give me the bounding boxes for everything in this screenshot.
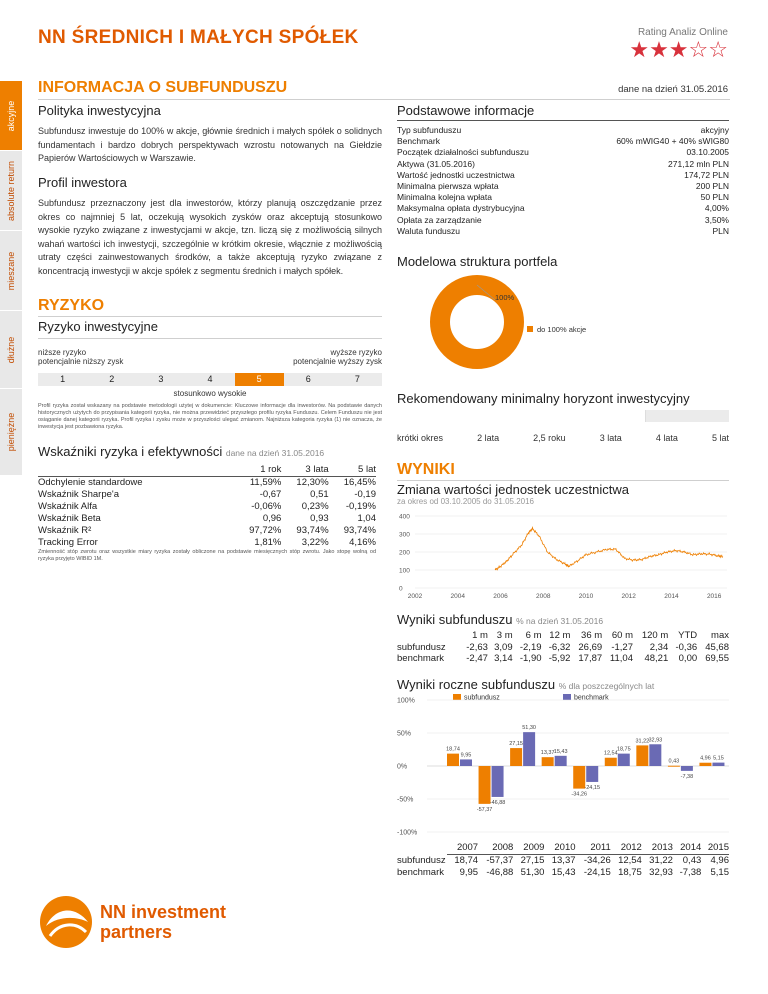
annual-bar-subfundusz [636,745,648,766]
annual-legend-label: subfundusz [464,694,500,702]
sidebar-tab-pieniezne[interactable]: pieniężne [0,388,22,475]
annual-row-label: subfundusz [397,854,446,866]
annual-value: -34,26 [583,855,611,866]
sidebar-tab-mieszane[interactable]: mieszane [0,230,22,310]
annual-bar-subfundusz [510,748,522,766]
annual-value: -57,37 [486,855,514,866]
annual-year-header: 2011 [576,842,611,855]
metrics-value: 3,22% [301,537,329,548]
nav-y-tick: 300 [399,531,410,539]
info-value: akcyjny [700,125,729,135]
annual-bar-label: -46,88 [489,799,506,806]
info-label: Benchmark [397,136,440,147]
risk-level-5: 5 [235,373,284,386]
horizon-label: 5 lat [711,433,729,443]
sub-heading-row [397,612,603,627]
metrics-label: Wskaźnik R² [38,525,92,536]
info-value: 174,72 PLN [684,169,729,180]
metrics-date: dane na dzień 31.05.2016 [225,448,325,458]
star-empty-icon: ☆ [708,37,728,62]
sidebar-tab-akcyjne[interactable]: akcyjne [0,80,22,150]
risk-level-6: 6 [305,374,311,384]
nav-heading: Zmiana wartości jednostek uczestnictwa [397,482,629,497]
annual-bar-label: 51,30 [522,725,536,732]
investor-heading: Profil inwestora [38,175,127,190]
annual-bar-label: 18,75 [616,746,631,753]
metrics-label: Odchylenie standardowe [38,477,234,490]
horizon-label: 2,5 roku [533,433,566,443]
info-row [397,125,729,136]
annual-value: 31,22 [649,855,673,866]
annual-year-header: 2007 [447,842,478,855]
info-value: PLN [712,225,729,236]
nav-y-tick: 200 [399,549,410,557]
annual-bar-subfundusz [479,766,491,804]
risk-level-desc: stosunkowo wysokie [173,389,247,398]
nav-x-tick: 2004 [450,593,465,600]
annual-bar-label: -24,15 [584,784,601,791]
sub-col-header: max [711,630,729,641]
sub-row [397,642,729,654]
info-row [397,215,729,226]
info-label: Waluta funduszu [397,225,460,236]
nav-y-tick: 400 [399,513,410,521]
metrics-table [38,464,376,549]
sub-value: 2,34 [649,641,669,653]
sub-value: -2,47 [466,653,488,664]
nav-x-tick: 2006 [493,593,508,600]
annual-y-tick: 100% [397,697,415,705]
metrics-col-header: 3 lata [305,464,329,475]
metrics-value: 0,51 [310,489,329,500]
annual-bar-label: 5,15 [713,755,724,762]
metrics-row [38,525,376,537]
info-value: 50 PLN [700,192,729,203]
horizon-labels [397,433,729,443]
info-label: Minimalna pierwsza wpłata [397,181,499,192]
sub-col-header: 3 m [496,630,513,641]
sub-value: 48,21 [644,653,669,664]
metrics-row [38,501,376,513]
annual-y-tick: 0% [397,763,408,771]
metrics-label: Wskaźnik Beta [38,513,101,524]
metrics-col-header: 5 lat [358,464,376,475]
risk-level-2: 2 [109,374,115,384]
metrics-row [38,489,376,501]
metrics-col-header: 1 rok [260,464,282,475]
annual-value: -7,38 [679,867,702,878]
annual-value: -24,15 [583,867,611,878]
section-title-info: INFORMACJA O SUBFUNDUSZU [38,79,288,96]
annual-bar-label: 31,22 [635,738,650,745]
metrics-heading-row [38,444,324,459]
annual-value: 5,15 [710,867,729,878]
horizon-label: 3 lata [599,433,622,443]
star-filled-icon: ★ [629,37,650,62]
sub-value: 17,87 [578,653,603,664]
sub-row-label: benchmark [397,653,444,664]
metrics-value: -0,19% [345,501,376,512]
sub-value: 69,55 [705,653,729,664]
risk-note: Profil ryzyka został wskazany na podstawie metodologii użytej w dokumencie: Kluczowe informacje dla inwestorów. Na podstawie danych historycznych użytych do przypisania kategorii ryzyka, nie można przewidzieć przyszłego profilu ryzyka Funduszu. Celem Funduszu nie jest osiąganie danej kategorii ryzyka. Profil ryzyka i zysku może w przyszłości ulegać zmianom. Najniższa kategoria ryzyka (1) nie oznacza, że inwestycja jest pozbawiona ryzyka. [38,403,382,430]
info-value: 3,50% [704,214,729,225]
info-label: Początek działalności subfunduszu [397,147,529,158]
basic-info-table [397,125,729,237]
metrics-row [38,537,376,549]
nn-logo-icon [36,892,96,952]
nav-y-tick: 100 [399,567,410,575]
star-filled-icon: ★ [649,37,669,62]
sidebar-tab-dluzne[interactable]: dłużne [0,310,22,388]
nav-period: za okres od 03.10.2005 do 31.05.2016 [397,497,534,506]
logo-text: NN investment partners [100,902,227,942]
risk-high-label: wyższe ryzyko potencjalnie wyższy zysk [293,348,382,366]
nav-chart [397,508,732,608]
annual-bar-label: 13,37 [540,750,555,757]
risk-level-3: 3 [158,374,164,384]
sub-date: % na dzień 31.05.2016 [516,616,604,626]
annual-heading-row [397,677,654,692]
metrics-row [38,477,376,490]
metrics-value: 1,04 [357,513,376,524]
annual-bar-benchmark [681,766,693,771]
sub-col-header: YTD [678,630,698,641]
sub-value: 45,68 [705,641,729,653]
annual-row [397,855,729,868]
metrics-value: -0,19 [354,489,376,500]
annual-value: 9,95 [459,867,479,878]
annual-value: 4,96 [710,855,729,866]
metrics-value: -0,06% [251,501,282,512]
sub-value: -1,27 [611,641,633,653]
annual-value: 18,75 [618,867,642,878]
annual-year-header: 2010 [544,842,575,855]
info-row [397,181,729,192]
annual-chart [397,694,732,840]
metrics-footnote: Zmienność stóp zwrotu oraz wszystkie miary ryzyka zostały obliczone na podstawie miesięcznych stóp zwrotu. Jako stopę wolną od ryzyka przyjęto WIBID 1M. [38,549,376,562]
annual-bar-benchmark [523,732,535,766]
horizon-label: 2 lata [477,433,500,443]
annual-bar-label: -7,38 [680,773,694,780]
info-label: Minimalna kolejna wpłata [397,192,492,203]
annual-value: -46,88 [486,867,514,878]
annual-y-tick: -50% [397,796,414,804]
risk-heading: Ryzyko inwestycyjne [38,319,158,334]
horizon-label: krótki okres [397,433,444,443]
risk-low-label: niższe ryzyko potencjalnie niższy zysk [38,348,124,366]
sub-value: -0,36 [675,641,698,653]
policy-heading: Polityka inwestycyjna [38,103,161,118]
sub-results-table [397,630,729,665]
annual-bar-subfundusz [699,763,711,766]
sub-col-header: 36 m [581,630,603,641]
nav-x-tick: 2016 [706,593,722,600]
annual-y-tick: -100% [397,829,418,837]
annual-row [397,867,729,879]
sub-value: 3,09 [494,641,513,653]
info-value: 271,12 mln PLN [668,158,729,169]
sub-value: -1,90 [519,653,542,664]
annual-bar-label: -34,26 [571,791,588,798]
portfolio-heading: Modelowa struktura portfela [397,254,558,269]
sub-value: -2,19 [519,641,542,653]
nav-x-tick: 2008 [535,593,551,600]
metrics-value: 0,96 [262,513,282,524]
risk-level-1: 1 [60,374,66,384]
horizon-bar [397,410,729,422]
annual-bar-label: 9,95 [460,752,472,759]
annual-heading: Wyniki roczne subfunduszu [397,677,556,692]
horizon-heading: Rekomendowany minimalny horyzont inwestycyjny [397,391,690,406]
metrics-label: Wskaźnik Sharpe'a [38,489,120,500]
info-row [397,159,729,170]
sub-heading: Wyniki subfunduszu [397,612,513,627]
sub-value: 26,69 [578,641,603,653]
annual-results-table [397,842,729,879]
nav-y-tick: 0 [399,585,403,593]
info-value: 60% mWIG40 + 40% sWIG80 [616,136,729,147]
info-row [397,147,729,158]
annual-year-header: 2014 [673,842,701,855]
sub-col-header: 6 m [525,630,542,641]
nav-x-tick: 2010 [578,593,594,600]
annual-year-header: 2009 [513,842,544,855]
annual-legend-label: benchmark [574,694,609,702]
sub-row [397,653,729,665]
sub-col-header: 1 m [472,630,488,641]
annual-bar-label: 27,15 [509,741,523,748]
info-label: Opłata za zarządzanie [397,214,482,225]
metrics-value: -0,67 [259,489,282,500]
annual-legend-swatch [563,694,571,700]
annual-bar-benchmark [618,754,630,766]
metrics-value: 93,74% [296,525,329,536]
policy-text: Subfundusz inwestuje do 100% w akcje, głównie średnich i małych spółek o solidnych fundamentach i bardzo dobrych perspektywach wzrostu notowanych na Giełdzie Papierów Wartościowych w Warszawie. [38,126,382,163]
annual-y-tick: 50% [397,730,412,738]
info-label: Aktywa (31.05.2016) [397,158,475,169]
annual-value: 13,37 [551,855,576,866]
category-sidebar [0,80,22,475]
sub-value: -5,92 [548,653,571,664]
rating-label: Rating Analiz Online [637,27,728,38]
basic-info-heading: Podstawowe informacje [397,103,535,118]
sub-value: 11,04 [609,653,633,664]
info-row [397,192,729,203]
info-row [397,136,729,147]
annual-note: % dla poszczególnych lat [558,681,655,691]
results-title: WYNIKI [397,461,455,478]
nav-x-tick: 2012 [621,593,636,600]
annual-bar-label: 15,43 [553,748,568,755]
sub-value: 0,00 [678,653,698,664]
metrics-value: 12,30% [281,477,328,490]
risk-level-7: 7 [354,374,360,384]
info-value: 03.10.2005 [686,147,729,158]
annual-row-label: benchmark [397,867,444,878]
sub-value: 3,14 [494,653,513,664]
annual-legend-swatch [453,694,461,700]
risk-scale [38,373,382,386]
annual-value: 27,15 [520,855,545,866]
info-value: 200 PLN [695,181,729,192]
annual-value: 12,54 [618,855,642,866]
annual-value: 32,93 [649,867,673,878]
nav-x-tick: 2002 [407,593,423,600]
annual-bar-label: 4,96 [700,755,711,762]
annual-value: 18,74 [454,855,479,866]
sub-col-header: 120 m [641,630,669,641]
metrics-value: 0,23% [301,501,329,512]
horizon-marker [646,410,729,422]
metrics-label: Wskaźnik Alfa [38,501,98,512]
nav-x-tick: 2014 [664,593,679,600]
risk-title: RYZYKO [38,297,105,314]
metrics-heading: Wskaźniki ryzyka i efektywności [38,444,223,459]
annual-bar-label: -57,37 [476,806,493,813]
annual-year-header: 2013 [642,842,673,855]
annual-bar-subfundusz [542,757,554,766]
info-row [397,170,729,181]
metrics-value: 97,72% [249,525,282,536]
metrics-label: Tracking Error [38,537,98,548]
sub-value: -6,32 [548,641,571,653]
portfolio-pct-label: 100% [495,293,515,302]
star-filled-icon: ★ [668,37,689,62]
sub-col-header: 60 m [611,630,633,641]
data-date: dane na dzień 31.05.2016 [618,84,728,95]
metrics-value: 0,93 [310,513,329,524]
metrics-row [38,513,376,525]
metrics-value: 93,74% [343,525,376,536]
investor-text: Subfundusz przeznaczony jest dla inwestorów, którzy planują oszczędzanie przez okres co najmniej 5 lat, oczekują wysokich zysków oraz akceptują stosunkowo wysokie ryzyko związane z inwestycjami w akcje, tzn. liczą się z możliwością silnych wahań wartości ich inwestycji, szczególnie w krótkim okresie, włącznie z możliwością utraty części zainwestowanych środków, a także akceptują ryzyko związane z koncentracją inwestycji w akcje spółek z segmentu średnich i małych spółek. [38,198,382,276]
annual-bar-label: 32,93 [648,737,663,744]
fund-title: NN ŚREDNICH I MAŁYCH SPÓŁEK [38,27,359,48]
info-value: 4,00% [704,203,729,214]
sidebar-tab-absolute-return[interactable]: absolute return [0,150,22,230]
annual-value: 15,43 [551,867,576,878]
sub-value: -2,63 [466,641,488,653]
annual-bar-subfundusz [668,766,680,767]
portfolio-chart [397,272,729,372]
metrics-value: 11,59% [234,477,281,490]
annual-value: 0,43 [682,855,702,866]
annual-bar-label: 18,74 [446,746,460,753]
rating-stars [629,38,728,62]
annual-bar-subfundusz [447,754,459,766]
info-label: Wartość jednostki uczestnictwa [397,169,515,180]
sub-col-header: 12 m [549,630,571,641]
horizon-label: 4 lata [655,433,678,443]
annual-value: 51,30 [520,867,545,878]
metrics-value: 16,45% [329,477,376,490]
metrics-value: 4,16% [349,537,376,548]
annual-bar-benchmark [460,759,472,766]
annual-bar-label: 12,54 [603,750,618,757]
risk-level-4: 4 [207,374,213,384]
annual-bar-benchmark [586,766,598,782]
info-label: Maksymalna opłata dystrybucyjna [397,203,525,214]
annual-year-header: 2012 [611,842,642,855]
annual-bar-benchmark [555,756,567,766]
annual-year-header: 2015 [701,842,729,855]
annual-bar-subfundusz [605,758,617,766]
star-empty-icon: ☆ [688,37,709,62]
portfolio-legend-swatch [527,326,533,332]
sub-row-label: subfundusz [397,641,446,653]
info-row [397,203,729,214]
info-label: Typ subfunduszu [397,125,462,135]
metrics-value: 1,81% [254,537,282,548]
annual-bar-benchmark [492,766,504,797]
annual-bar-label: 0,43 [668,758,680,765]
info-row [397,226,729,237]
annual-year-header: 2008 [478,842,513,855]
annual-bar-benchmark [712,763,724,766]
portfolio-legend-label: do 100% akcje [537,325,587,334]
annual-bar-benchmark [649,744,661,766]
